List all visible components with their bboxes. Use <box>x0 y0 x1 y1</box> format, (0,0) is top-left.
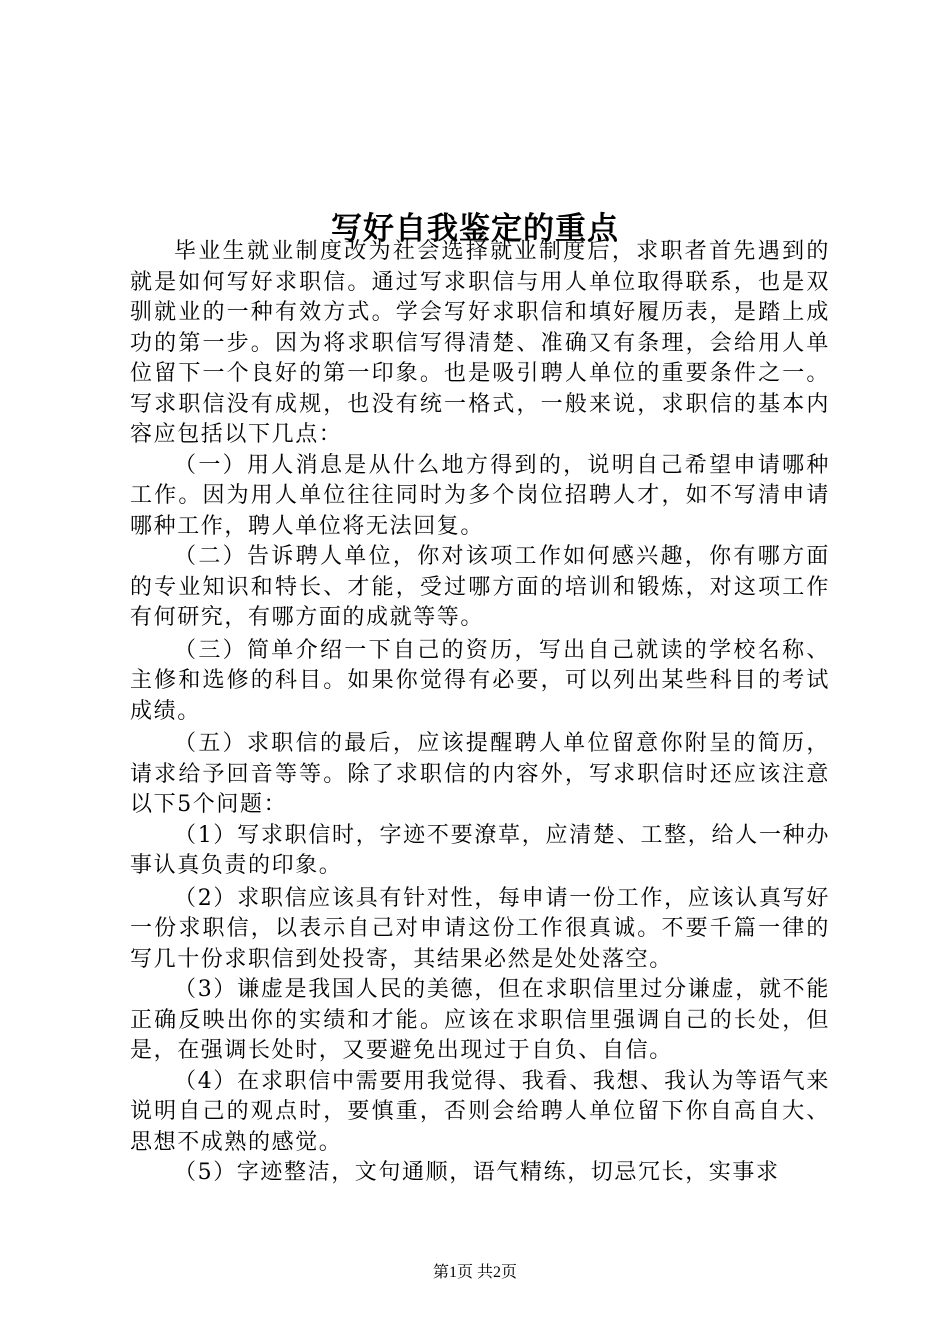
paragraph-issue-2: （2）求职信应该具有针对性，每申请一份工作，应该认真写好一份求职信，以表示自己对申请这份工作很真诚。不要千篇一律的写几十份求职信到处投寄，其结果必然是处处落空。 <box>130 885 830 972</box>
page-footer: 第1页 共2页 <box>432 1264 517 1281</box>
document-body <box>130 237 830 1189</box>
paragraph-point-5: （五）求职信的最后，应该提醒聘人单位留意你附呈的简历，请求给予回音等等。除了求职信的内容外，写求职信时还应该注意以下5个问题： <box>130 731 830 817</box>
paragraph-issue-4: （4）在求职信中需要用我觉得、我看、我想、我认为等语气来说明自己的观点时，要慎重，否则会给聘人单位留下你自高自大、思想不成熟的感觉。 <box>130 1068 830 1155</box>
paragraph-point-2: （二）告诉聘人单位，你对该项工作如何感兴趣，你有哪方面的专业知识和特长、才能，受过哪方面的培训和锻炼，对这项工作有何研究，有哪方面的成就等等。 <box>130 544 830 630</box>
document-title: 写好自我鉴定的重点 <box>331 210 619 247</box>
paragraph-issue-1: （1）写求职信时，字迹不要潦草，应清楚、工整，给人一种办事认真负责的印象。 <box>130 822 830 878</box>
paragraph-issue-5: （5）字迹整洁，文句通顺，语气精练，切忌冗长，实事求 <box>174 1160 780 1185</box>
paragraph-point-1: （一）用人消息是从什么地方得到的，说明自己希望申请哪种工作。因为用人单位往往同时为多个岗位招聘人才，如不写清申请哪种工作，聘人单位将无法回复。 <box>130 452 830 539</box>
paragraph-point-3: （三）简单介绍一下自己的资历，写出自己就读的学校名称、主修和选修的科目。如果你觉得有必要，可以列出某些科目的考试成绩。 <box>130 637 830 724</box>
paragraph-intro: 毕业生就业制度改为社会选择就业制度后，求职者首先遇到的就是如何写好求职信。通过写求职信与用人单位取得联系，也是双驯就业的一种有效方式。学会写好求职信和填好履历表，是踏上成功的第一步。因为将求职信写得清楚、准确又有条理，会给用人单位留下一个良好的第一印象。也是吸引聘人单位的重要条件之一。写求职信没有成规，也没有统一格式，一般来说，求职信的基本内容应包括以下几点： <box>130 239 830 447</box>
paragraph-issue-3: （3）谦虚是我国人民的美德，但在求职信里过分谦虚，就不能正确反映出你的实绩和才能。应该在求职信里强调自己的长处，但是，在强调长处时，又要避免出现过于自负、自信。 <box>130 977 830 1063</box>
